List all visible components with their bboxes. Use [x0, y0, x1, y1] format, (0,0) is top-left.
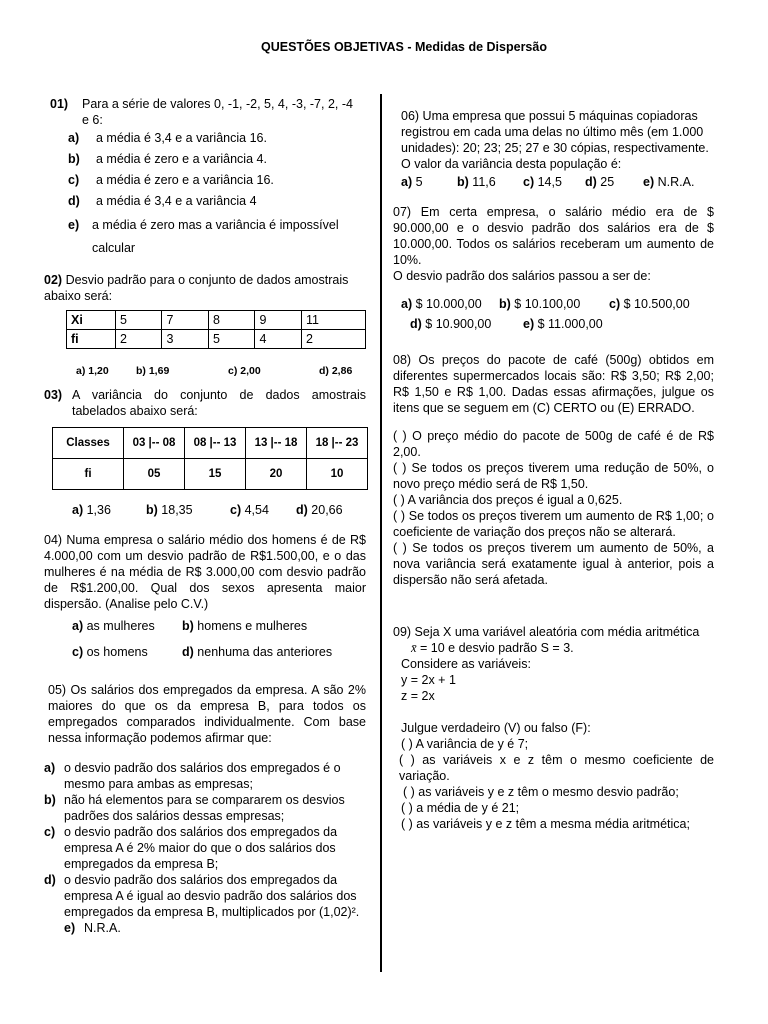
- question-03: [44, 387, 366, 522]
- table-cell: 7: [162, 311, 208, 330]
- q1-number: 01): [50, 97, 69, 111]
- table-cell: 10: [307, 459, 368, 490]
- q1-option-e[interactable]: e) a média é zero mas a variância é impossível calcular: [68, 218, 339, 255]
- q2-option-d[interactable]: d) 2,86: [319, 365, 353, 377]
- q3-option-a[interactable]: a) 1,36: [72, 503, 111, 517]
- table-cell: 20: [246, 459, 307, 490]
- question-04: [44, 532, 366, 672]
- q9-text-2: = 10 e desvio padrão S = 3.: [416, 641, 574, 655]
- question-02: [44, 272, 366, 383]
- q4-text: 04) Numa empresa o salário médio dos homens é de R$ 4.000,00 com um desvio padrão de R$1.500,00, e o das mulheres é na média de R$ 3.000,00 com desvio padrão de R$1.200,00. Qual dos sexos apresenta maior dispersão. (Analise pelo C.V.): [44, 533, 366, 611]
- q8-item-2[interactable]: ( ) Se todos os preços tiverem uma redução de 50%, o novo preço médio será de R$ 1,50.: [393, 461, 714, 491]
- q9-xbar-symbol: x̄: [411, 641, 417, 655]
- q9-consider: Considere as variáveis:: [401, 657, 531, 671]
- q2-number: 02): [44, 273, 63, 287]
- question-07: [393, 204, 714, 340]
- table-cell: fi: [53, 459, 124, 490]
- q7-option-e[interactable]: e) $ 11.000,00: [523, 317, 603, 331]
- q8-item-4[interactable]: ( ) Se todos os preços tiverem um aumento de R$ 1,00; o coeficiente de variação dos preços não se alterará.: [393, 509, 714, 539]
- q2-option-c[interactable]: c) 2,00: [228, 365, 261, 377]
- q1-option-c[interactable]: c) a média é zero e a variância 16.: [68, 173, 274, 187]
- q3-text: A variância do conjunto de dados amostrais tabelados abaixo será:: [72, 388, 366, 418]
- question-01: [44, 96, 366, 260]
- table-cell: 4: [255, 330, 301, 349]
- q9-item-3[interactable]: ( ) as variáveis y e z têm o mesmo desvio padrão;: [403, 785, 679, 799]
- q3-table: [52, 427, 368, 490]
- q7-option-b[interactable]: b) $ 10.100,00: [499, 297, 581, 311]
- q3-number: 03): [44, 388, 63, 402]
- table-cell: 8: [208, 311, 254, 330]
- q6-option-d[interactable]: d) 25: [585, 175, 615, 189]
- table-row: [67, 311, 366, 330]
- q2-option-a[interactable]: a) 1,20: [76, 365, 109, 377]
- table-cell: 11: [301, 311, 365, 330]
- table-cell: 5: [208, 330, 254, 349]
- question-08: [393, 352, 714, 588]
- q9-eq1: y = 2x + 1: [401, 673, 456, 687]
- table-cell: 18 |-- 23: [307, 428, 368, 459]
- q9-judge: Julgue verdadeiro (V) ou falso (F):: [401, 721, 591, 735]
- table-cell: 08 |-- 13: [185, 428, 246, 459]
- q5-option-a[interactable]: a) o desvio padrão dos salários dos empregados é o mesmo para ambas as empresas;: [44, 761, 341, 791]
- table-row: [53, 428, 368, 459]
- left-column: [44, 96, 366, 936]
- q4-option-c[interactable]: c) os homens: [72, 645, 148, 659]
- q9-text: 09) Seja X uma variável aleatória com média aritmética: [393, 625, 700, 639]
- table-cell: 3: [162, 330, 208, 349]
- q1-option-a[interactable]: a) a média é 3,4 e a variância 16.: [68, 131, 267, 145]
- table-cell: fi: [67, 330, 116, 349]
- q1-option-b[interactable]: b) a média é zero e a variância 4.: [68, 152, 267, 166]
- table-row: [53, 459, 368, 490]
- q7-option-a[interactable]: a) $ 10.000,00: [401, 297, 482, 311]
- table-cell: 15: [185, 459, 246, 490]
- q3-option-d[interactable]: d) 20,66: [296, 503, 343, 517]
- table-cell: 5: [116, 311, 162, 330]
- q3-option-c[interactable]: c) 4,54: [230, 503, 269, 517]
- question-05: [44, 682, 366, 936]
- q7-text-2: O desvio padrão dos salários passou a ser de:: [393, 269, 651, 283]
- table-cell: 13 |-- 18: [246, 428, 307, 459]
- q9-item-4[interactable]: ( ) a média de y é 21;: [401, 801, 520, 815]
- title-prefix: QUESTÕES OBJETIVAS -: [261, 40, 415, 54]
- q5-option-c[interactable]: c) o desvio padrão dos salários dos empregados da empresa A é 2% maior do que o dos salários dos empregados da empresa B;: [44, 825, 338, 871]
- q1-text: Para a série de valores 0, -1, -2, 5, 4, -3, -7, 2, -4 e 6:: [82, 97, 353, 127]
- q4-option-b[interactable]: b) homens e mulheres: [182, 619, 308, 633]
- q9-item-5[interactable]: ( ) as variáveis y e z têm a mesma média aritmética;: [401, 817, 690, 831]
- question-09: [393, 624, 714, 832]
- q2-option-b[interactable]: b) 1,69: [136, 365, 170, 377]
- table-cell: 9: [255, 311, 301, 330]
- q4-option-a[interactable]: a) as mulheres: [72, 619, 155, 633]
- q9-item-2[interactable]: ( ) as variáveis x e z têm o mesmo coeficiente de variação.: [399, 753, 714, 783]
- q4-option-d[interactable]: d) nenhuma das anteriores: [182, 645, 333, 659]
- q6-option-c[interactable]: c) 14,5: [523, 175, 562, 189]
- title-main: Medidas de Dispersão: [414, 40, 547, 54]
- right-column: [393, 108, 714, 832]
- q8-item-3[interactable]: ( ) A variância dos preços é igual a 0,625.: [393, 493, 623, 507]
- table-cell: 2: [116, 330, 162, 349]
- table-row: [67, 330, 366, 349]
- table-cell: Xi: [67, 311, 116, 330]
- q2-text: Desvio padrão para o conjunto de dados amostrais abaixo será:: [44, 273, 349, 303]
- q8-item-1[interactable]: ( ) O preço médio do pacote de 500g de café é de R$ 2,00.: [393, 429, 714, 459]
- question-06: [393, 108, 714, 194]
- q7-option-c[interactable]: c) $ 10.500,00: [609, 297, 690, 311]
- q7-text: 07) Em certa empresa, o salário médio era de $ 90.000,00 e o desvio padrão dos salários era de $ 10.000,00. Todos os salários receberam um aumento de 10%.: [393, 205, 714, 267]
- q5-option-b[interactable]: b) não há elementos para se compararem os desvios padrões dos salários dessas empresas;: [44, 793, 345, 823]
- q5-text: 05) Os salários dos empregados da empresa. A são 2% maiores do que os da empresa B, para todos os empregados comparados individualmente. Com base nessa informação podemos afirmar que:: [48, 683, 366, 745]
- q6-option-e[interactable]: e) N.R.A.: [643, 175, 695, 189]
- q1-option-d[interactable]: d) a média é 3,4 e a variância 4: [68, 194, 257, 208]
- q8-text: 08) Os preços do pacote de café (500g) obtidos em diferentes supermercados locais são: R$ 3,50; R$ 2,00; R$ 1,50 e R$ 1,00. Dadas essas afirmações, julgue os itens que se seguem em (C) CERTO ou (E) ERRADO.: [393, 353, 714, 415]
- q5-option-d[interactable]: d) o desvio padrão dos salários dos empregados da empresa A é igual ao desvio padrão dos salários dos empregados da empresa B, multiplicados por (1,02)².: [44, 873, 360, 919]
- q6-option-a[interactable]: a) 5: [401, 175, 423, 189]
- q6-text: 06) Uma empresa que possui 5 máquinas copiadoras registrou em cada uma delas no último mês (em 1.000 unidades): 20; 23; 25; 27 e 30 cópias, respectivamente. O valor da variância desta população é:: [401, 109, 709, 171]
- q2-table: [66, 310, 366, 349]
- q7-option-d[interactable]: d) $ 10.900,00: [410, 317, 492, 331]
- column-divider: [380, 94, 382, 972]
- q5-option-e[interactable]: e) N.R.A.: [64, 921, 121, 935]
- q9-eq2: z = 2x: [401, 689, 435, 703]
- table-cell: 03 |-- 08: [124, 428, 185, 459]
- table-cell: 05: [124, 459, 185, 490]
- table-cell: 2: [301, 330, 365, 349]
- q3-option-b[interactable]: b) 18,35: [146, 503, 193, 517]
- table-cell: Classes: [53, 428, 124, 459]
- q6-option-b[interactable]: b) 11,6: [457, 175, 496, 189]
- q8-item-5[interactable]: ( ) Se todos os preços tiverem um aumento de 50%, a nova variância será exatamente igual à anterior, pois a dispersão não será afetada.: [393, 541, 714, 587]
- page-title: [0, 40, 768, 54]
- q9-item-1[interactable]: ( ) A variância de y é 7;: [401, 737, 529, 751]
